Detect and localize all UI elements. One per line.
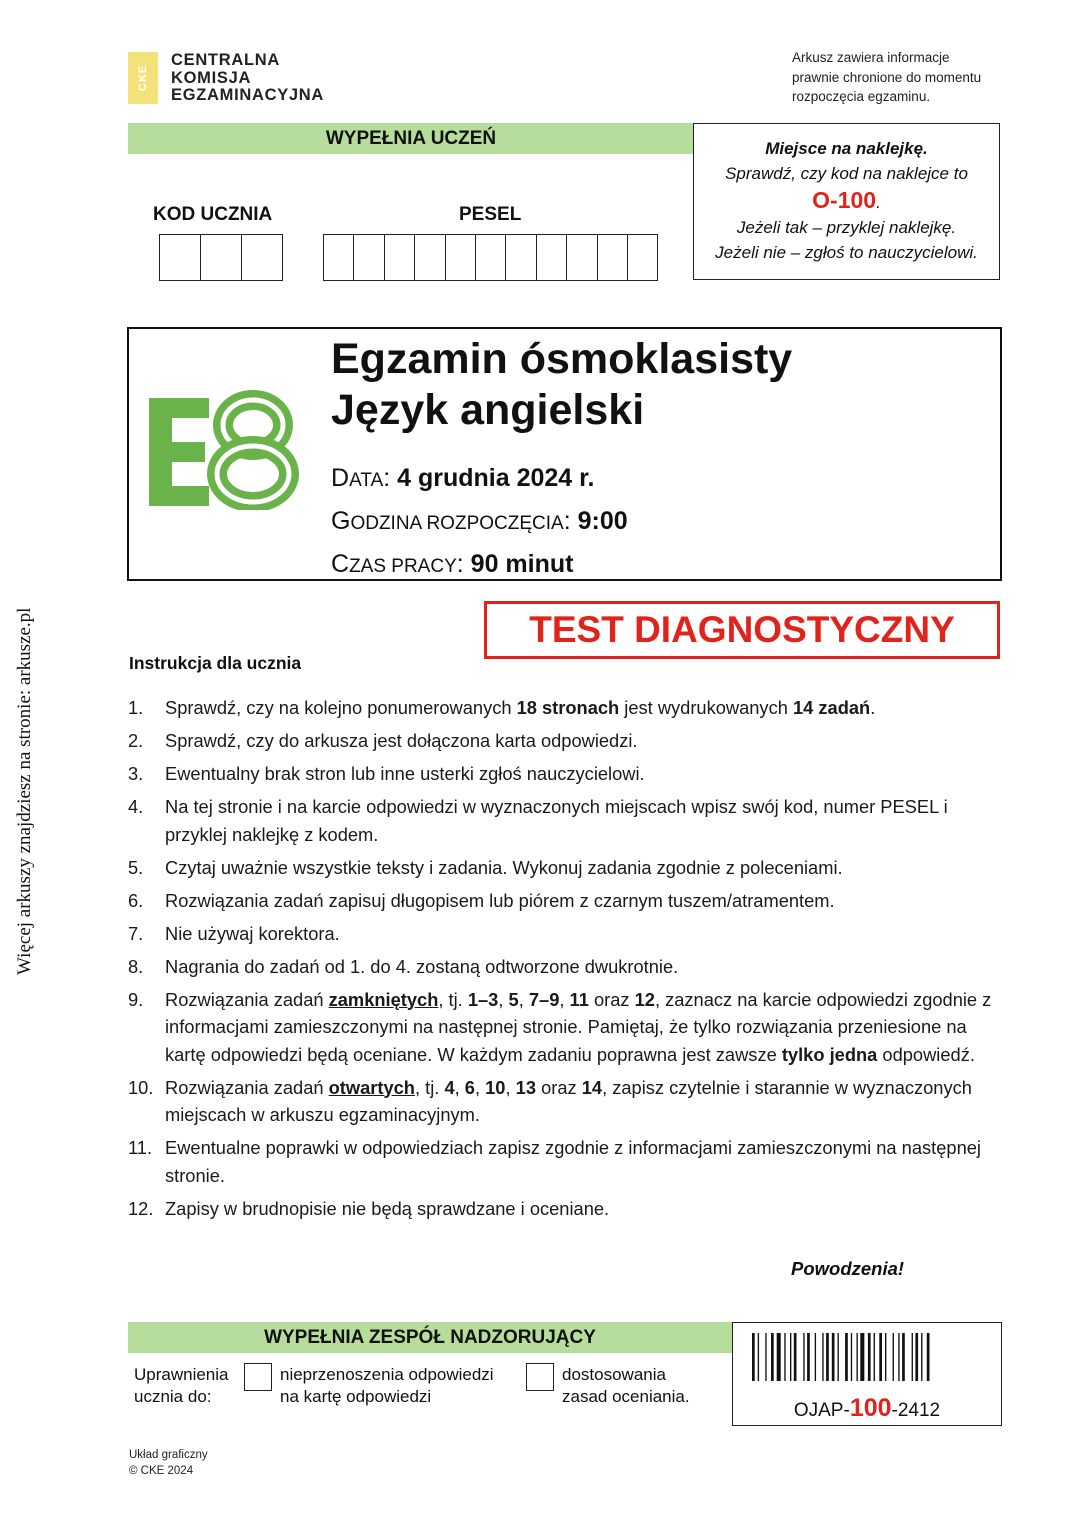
barcode-bar (902, 1333, 905, 1381)
exam-start-time: GODZINA ROZPOCZĘCIA: 9:00 (331, 507, 628, 535)
supervisor-section-header: WYPEŁNIA ZESPÓŁ NADZORUJĄCY (128, 1322, 732, 1353)
pesel-cell[interactable] (385, 235, 415, 280)
instruction-number: 12. (128, 1197, 154, 1219)
instruction-text: Sprawdź, czy na kolejno ponumerowanych 18 stronach jest wydrukowanych 14 zadań. (165, 697, 876, 718)
instruction-number: 9. (128, 988, 144, 1010)
pesel-cell[interactable] (415, 235, 445, 280)
instruction-text: Sprawdź, czy do arkusza jest dołączona karta odpowiedzi. (165, 730, 638, 751)
protected-info-note: Arkusz zawiera informacje prawnie chronione do momentu rozpoczęcia egzaminu. (792, 50, 982, 104)
instruction-number: 8. (128, 955, 144, 977)
barcode-bar (927, 1333, 930, 1381)
sticker-yes-instruction: Jeżeli tak – przyklej naklejkę. (736, 218, 957, 237)
pesel-cell[interactable] (537, 235, 567, 280)
exam-duration-value: 90 minut (470, 550, 574, 578)
barcode-bar (868, 1333, 871, 1381)
diagnostic-test-badge: TEST DIAGNOSTYCZNY (484, 601, 1000, 659)
barcode-bar (777, 1333, 781, 1381)
instruction-text: Zapisy w brudnopisie nie będą sprawdzane i oceniane. (165, 1197, 610, 1219)
good-luck-text: Powodzenia! (791, 1258, 905, 1279)
exam-meta (331, 458, 628, 587)
adjusted-grading-checkbox[interactable] (526, 1363, 554, 1391)
instruction-item (128, 986, 998, 1069)
barcode-bar (885, 1333, 886, 1381)
instruction-number: 3. (128, 763, 144, 784)
instructions-title: Instrukcja dla ucznia (129, 653, 302, 673)
student-code-field[interactable] (159, 234, 283, 281)
student-permissions-label: Uprawnienia ucznia do: (134, 1365, 229, 1406)
barcode-code-highlight: 100 (849, 1394, 892, 1422)
e8-logo (147, 390, 302, 510)
instruction-text: Rozwiązania zadań otwartych, tj. 4, 6, 10, 13 oraz 14, zapisz czytelnie i starannie w wyznaczonych miejscach w arkuszu egzaminacyjnym. (165, 1076, 972, 1125)
instruction-number: 2. (128, 730, 144, 751)
instruction-item (128, 1195, 998, 1223)
cke-logo-mark: CKE (128, 52, 158, 104)
barcode-bar (845, 1333, 848, 1381)
barcode-bar (752, 1333, 755, 1381)
barcode-bar (921, 1333, 922, 1381)
pesel-label: PESEL (459, 204, 522, 225)
exam-title-line1: Egzamin ósmoklasisty (331, 335, 793, 383)
student-section-header: WYPEŁNIA UCZEŃ (128, 123, 694, 154)
exam-start-time-value: 9:00 (577, 507, 628, 535)
barcode-bar (893, 1333, 894, 1381)
pesel-cell[interactable] (628, 235, 657, 280)
instruction-item (128, 920, 998, 948)
instruction-item (128, 727, 998, 755)
instruction-text: Nagrania do zadań od 1. do 4. zostaną odtworzone dwukrotnie. (165, 955, 679, 977)
barcode-bar (815, 1333, 816, 1381)
barcode-bar (857, 1333, 858, 1381)
instruction-text: Rozwiązania zadań zamkniętych, tj. 1–3, 5, 7–9, 11 oraz 12, zaznacz na karcie odpowiedzi zgodnie z informacjami zamieszczonymi na następnej stronie. Pamiętaj, że tylko rozwiązania przeniesione na kartę odpowiedzi będą oceniane. W każdym zadaniu poprawna jest zawsze tylko jedna odpowiedź. (165, 988, 992, 1065)
instruction-number: 1. (128, 697, 144, 718)
pesel-cell[interactable] (506, 235, 536, 280)
barcode-bar (794, 1333, 797, 1381)
barcode-bar (860, 1333, 864, 1381)
barcode-code: OJAP-100-2412 (793, 1394, 941, 1422)
barcode-bar (822, 1333, 823, 1381)
barcode-bar (765, 1333, 766, 1381)
student-code-cell[interactable] (201, 235, 242, 280)
sticker-placeholder (693, 123, 1000, 280)
cke-logo-text: CENTRALNA KOMISJA EGZAMINACYJNA (171, 51, 325, 104)
e8-logo-text: E8 (147, 390, 149, 391)
instruction-text: Na tej stronie i na karcie odpowiedzi w wyznaczonych miejscach wpisz swój kod, numer PESEL i przyklej naklejkę z kodem. (165, 796, 948, 845)
pesel-cell[interactable] (567, 235, 597, 280)
exam-subject: Język angielski (331, 386, 645, 434)
instruction-item (128, 854, 998, 882)
instruction-text: Czytaj uważnie wszystkie teksty i zadania. Wykonuj zadania zgodnie z poleceniami. (165, 856, 843, 878)
instructions-list (128, 694, 998, 1228)
instruction-number: 7. (128, 922, 144, 944)
instruction-text: Ewentualne poprawki w odpowiedziach zapisz zgodnie z informacjami zamieszczonymi na następnej stronie. (165, 1137, 981, 1186)
instruction-number: 4. (128, 796, 144, 817)
barcode-bar (874, 1333, 875, 1381)
no-transfer-option-label: nieprzenoszenia odpowiedzi na kartę odpowiedzi (280, 1365, 494, 1406)
instruction-item (128, 793, 998, 848)
instruction-item (128, 760, 998, 788)
adjusted-grading-option-label: dostosowania zasad oceniania. (562, 1365, 690, 1406)
pesel-cell[interactable] (354, 235, 384, 280)
pesel-cell[interactable] (476, 235, 506, 280)
exam-date-value: 4 grudnia 2024 r. (397, 464, 595, 492)
barcode-bar (879, 1333, 882, 1381)
instruction-text: Nie używaj korektora. (165, 922, 340, 944)
barcode-bar (771, 1333, 774, 1381)
sticker-no-instruction: Jeżeli nie – zgłoś to nauczycielowi. (715, 243, 978, 262)
exam-title (331, 334, 792, 436)
sticker-title: Miejsce na naklejkę. (765, 139, 928, 158)
instruction-number: 10. (128, 1076, 154, 1098)
barcode-bar (832, 1333, 835, 1381)
instruction-text: Rozwiązania zadań zapisuj długopisem lub piórem z czarnym tuszem/atramentem. (165, 889, 835, 911)
no-transfer-checkbox[interactable] (244, 1363, 272, 1391)
pesel-cell[interactable] (446, 235, 476, 280)
sticker-code: O-100 (812, 187, 877, 213)
side-watermark-note: Więcej arkuszy znajdziesz na stronie: arkusze.pl (14, 607, 35, 975)
instruction-number: 11. (128, 1137, 153, 1158)
instruction-number: 6. (128, 889, 144, 911)
barcode-bar (826, 1333, 829, 1381)
cke-logo (128, 52, 324, 105)
instruction-number: 5. (128, 856, 144, 878)
barcode-bar (915, 1333, 918, 1381)
instruction-item (128, 1134, 998, 1189)
instruction-text: Ewentualny brak stron lub inne usterki zgłoś nauczycielowi. (165, 763, 645, 784)
instruction-item (128, 953, 998, 981)
barcode-bar (803, 1333, 804, 1381)
barcode-bar (807, 1333, 810, 1381)
barcode-bar (912, 1333, 913, 1381)
footer-credits: Układ graficzny © CKE 2024 (129, 1449, 208, 1477)
student-code-cell[interactable] (160, 235, 201, 280)
sticker-instruction: Sprawdź, czy kod na naklejce to (725, 164, 968, 183)
instruction-item (128, 887, 998, 915)
barcode-bar (784, 1333, 785, 1381)
barcode-bar (838, 1333, 839, 1381)
pesel-cell[interactable] (598, 235, 628, 280)
exam-date: DATA: 4 grudnia 2024 r. (331, 464, 595, 492)
barcode-bar (758, 1333, 759, 1381)
student-code-label: KOD UCZNIA (153, 204, 273, 225)
student-code-cell[interactable] (242, 235, 282, 280)
barcode-bar (898, 1333, 899, 1381)
instruction-item (128, 694, 998, 722)
barcode-icon (752, 1333, 982, 1381)
barcode-bar (851, 1333, 852, 1381)
pesel-cell[interactable] (324, 235, 354, 280)
sticker-code-suffix: . (876, 193, 881, 212)
instruction-item (128, 1074, 998, 1129)
exam-duration: CZAS PRACY: 90 minut (331, 550, 574, 578)
barcode-bar (790, 1333, 791, 1381)
pesel-field[interactable] (323, 234, 658, 281)
